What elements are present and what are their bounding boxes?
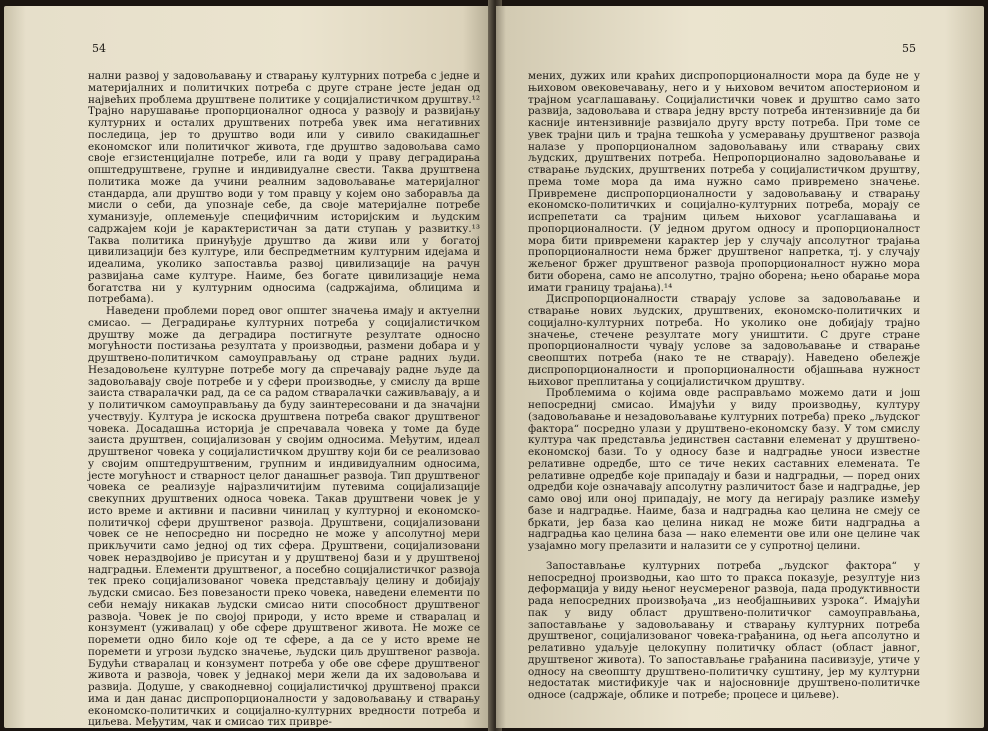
page-number-left: 54 bbox=[92, 42, 106, 55]
paragraph: Запостављање културних потреба „људског фактора“ у непосредној производњи, као што то пракса показује, резултује низ деформација у виду њеног неусмереног развоја, пада продуктивности рада непосредних произвођача „из необјашњивих узрока“. Имајући пак у виду област друштвено-политичког самоуправљања, запостављање у задовољавању и стварању културних потреба друштвеног, социјализованог човека-грађанина, од њега апсолутно и релативно удаљује целокупну политичку област (област јавног, друштвеног живота). То запостављање грађанина пасивизује, утиче у односу на свеопшту друштвено-политичку суштину, јер му културни недостатак мистификује чак и најосновније друштвено-политичке односе (садржаје, облике и потребе; процесе и циљеве). bbox=[528, 559, 920, 701]
right-page-text bbox=[528, 71, 920, 702]
paragraph: Проблемима о којима овде расправљамо можемо дати и још непосредниј смисао. Имајући у виду производњу, културу (задовољавање и незадовољавање културних потреба) преко „људског фактора“ посредно улази у друштвено-економску базу. У том смислу култура чак представља јединствен саставни елеменат у друштвено-економској бази. То у односу базе и надградње уноси известне релативне одредбе, што се тиче неких саставних елемената. Те релативне одредбе које припадају и бази и надградњи, — поред оних одредби које означавају апсолутну различитост базе и надградње, јер само овој или оној припадају, не могу да негирају разлике између базе и надградње. Наиме, база и надградња као целина не смеју се бркати, јер база као целина никад не може бити надградња а надградња као целина база — нако елементи ове или оне целине чак узајамно могу прелазити и налазити се у супротној целини. bbox=[528, 387, 920, 552]
paragraph: нални развој у задовољавању и стварању културних потреба с једне и материјалних и политичких потреба с друге стране јесте један од највећих проблема друштвене политике у социјалистичком друштву.¹² Трајно нарушавање пропорционалног односа у развоју и развијању културних и осталих друштвених потреба увек има негативних последица, јер то друштво води или у сивило свакидашњег економског или политичког живота, где друштво задовољава само своје егзистенцијалне потребе, или га води у праву деградирања општедруштвене, групне и индивидуалне свести. Таква друштвена политика може да учини реалним задовољавање материјалног стандарда, али друштво води у том правцу у којем оно заборавља да мисли о себи, да упознаје себе, да своје материјалне потребе хуманизује, оплемењује специфичним историјским и људским садржајем који је карактеристичан за дати ступањ у развитку.¹³ Таква политика принуђује друштво да живи или у богатој цивилизацији без културе, или беспредметним културним идејама и идеалима, уколико запоставља развој цивилизације на рачун развијања саме културе. Наиме, без богате цивилизације нема богатства ни у културним односима (садржајима, облицима и потребама). bbox=[88, 70, 480, 306]
right-page bbox=[496, 6, 984, 728]
left-page bbox=[4, 6, 492, 728]
paragraph: Наведени проблеми поред овог општег значења имају и актуелни смисао. — Деградирање културних потреба у социјалистичком друштву може да деградира постигнуте резултате односно могућности постизања резултата у производњи, размени добара и у друштвено-политичком самоуправљању од стране радних људи. Незадовољене културне потребе могу да спречавају радне људе да задовољавају своје потребе и у сфери производње, у смислу да врше заиста стваралачки рад, да се са радом стваралачки саживљавају, а и у политичком самоуправљању да буду заинтересовани и да значајни учествују. Култура је искоска друштвена потреба сваког друштвеног човека. Досадашња историја је спречавала човека у томе да буде заиста друштвен, социјализован у својим односима. Међутим, идеал друштвеног човека у социјалистичком друштву који би се реализовао у својим општедруштвеним, групним и индивидуалним односима, јесте могућност и стварност целог данашњег развоја. Тип друштвеног човека се реализује најразличитијим путевима социјализације свекупних друштвених односа човека. Такав друштвени човек је у исто време и активни и пасивни чинилац у културној и економско-политичкој сфери друштвеног развоја. Друштвени, социјализовани човек се не непосредно ни посредно не може у апсолутној мери прикључити само једној од тих сфера. Друштвени, социјализовани човек нераздвојиво је присутан и у друштвеној бази и у друштвеној надградњи. Елементи друштвеног, а посебно социјалистичког развоја тек преко социјализованог човека представљају целину и добијају људски смисао. Без повезаности преко човека, наведени елементи по себи немају никакав људски смисао нити способност друштвеног развоја. Човек је по својој природи, у исто време и стваралац и конзумент (уживалац) у обе сфере друштвеног живота. Не може се поремети одно било које од те сфере, а да се у исто време не поремети и угрози људско значење, људски циљ друштвеног развоја. Будући стваралац и конзумент потреба у обе ове сфере друштвеног живота и развоја, човек у једнакој мери жели да их задовољава и развија. Додуше, у свакодневној социјалистичкој друштвеној пракси има и дан данас диспропорционалности у задовољавању и стварању економско-политичких и социјално-културних вредности потреба и циљева. Међутим, чак и смисао тих привре- bbox=[88, 305, 480, 728]
paragraph: Диспропорционалности стварају услове за задовољавање и стварање нових људских, друштвених, економско-политичких и социјално-културних потреба. Но уколико оне добијају трајно значење, стечене резултате могу уништити. С друге стране пропорционалности чувају услове за задовољавање и стварање свеопштих потреба (нако те не стварају). Наведено обележје диспропорционалности и пропорционалности објашњава нужност њиховог преплитања у социјалистичком друштву. bbox=[528, 293, 920, 388]
paragraph: мених, дужих или краћих диспропорционалности мора да буде не у њиховом овековечавању, него и у њиховом вечитом апостерионом и трајном усаглашавању. Социјалистички човек и друштво само зато развија, задовољава и ствара једну врсту потреба интензивније да би касније интензивније развијало другу врсту потреба. При томе се увек трајни циљ и трајна тешкоћа у усмеравању друштвеног развоја налазе у пропорционалном задовољавању или стварању свих људских, друштвених потреба. Непропорционално задовољавање и стварање људских, друштвених потреба у социјалистичком друштву, према томе мора да има нужно само привремено значење. Привремене диспропорционалности у задовољавању и стварању економско-политичких и социјално-културних потреба, морају се испрепетати са трајним циљем њиховог усаглашавања и пропорционалности. (У једном другом односу и пропорционалност мора бити привремени карактер јер у случају апсолутног трајања пропорционалности нема бржег друштвеног напретка, тј. у случају жељеног бржег друштвеног развоја пропорционалност нужно мора бити оборена, само не апсолутно, трајно оборена; њено обарање мора имати границу трајања).¹⁴ bbox=[528, 70, 920, 294]
left-page-text bbox=[88, 71, 480, 728]
page-number-right: 55 bbox=[902, 42, 916, 55]
